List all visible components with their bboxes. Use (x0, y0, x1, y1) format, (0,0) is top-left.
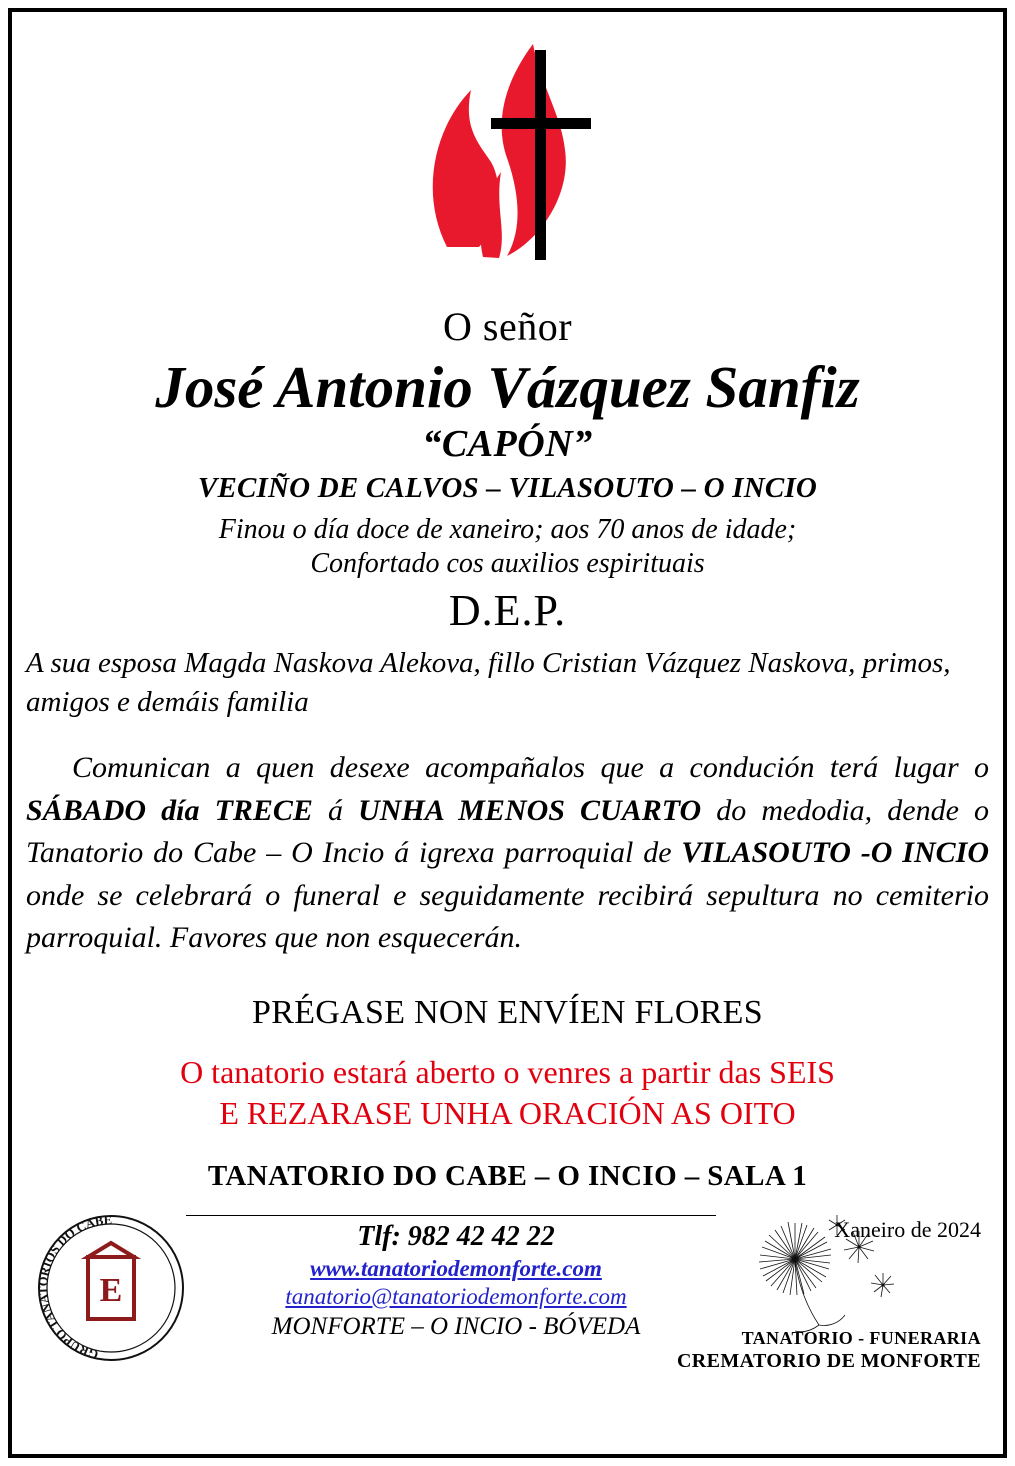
announcement-bold-time: UNHA MENOS CUARTO (358, 793, 702, 827)
death-details (219, 513, 797, 581)
phone-number: Tlf: 982 42 42 22 (357, 1220, 555, 1252)
svg-text:GRUPO TANATORIOS DO CABE: GRUPO TANATORIOS DO CABE (36, 1212, 113, 1362)
towns-line: MONFORTE – O INCIO - BÓVEDA (271, 1312, 641, 1340)
brand-line-2: CREMATORIO DE MONFORTE (676, 1349, 981, 1372)
svg-text:E: E (99, 1271, 123, 1309)
opening-hours-line1: O tanatorio estará aberto o venres a partir das SEIS (180, 1053, 835, 1090)
announcement-paragraph (26, 747, 989, 960)
family-list: A sua esposa Magda Naskova Alekova, fillo Cristian Vázquez Naskova, primos, amigos e demáis familia (26, 647, 951, 718)
announcement-part1: Comunican a quen desexe acompañalos que a condución terá lugar o (72, 750, 989, 784)
dep-text: D.E.P. (448, 586, 567, 636)
opening-hours-line2: E REZARASE UNHA ORACIÓN AS OITO (219, 1094, 796, 1131)
announcement-part3: do medodia, dende o Tanatorio do Cabe – O Incio á igrexa parroquial de (26, 793, 989, 870)
announcement-bold-parish: VILASOUTO -O INCIO (681, 836, 990, 870)
sacraments-line: Confortado cos auxilios espirituais (310, 548, 705, 580)
footer (26, 1205, 989, 1385)
venue-line: TANATORIO DO CABE – O INCIO – SALA 1 (207, 1159, 808, 1192)
contact-block (176, 1221, 736, 1341)
residence-line: VECIÑO DE CALVOS – VILASOUTO – O INCIO (197, 472, 818, 505)
deceased-nickname: “CAPÓN” (422, 423, 593, 466)
footer-divider (186, 1215, 716, 1216)
pretitle: O señor (442, 304, 573, 349)
brand-line-1: TANATORIO - FUNERARIA (741, 1327, 981, 1348)
grupo-tanatorios-seal-icon (36, 1213, 186, 1363)
opening-hours-notice (180, 1052, 835, 1134)
no-flowers-notice: PRÉGASE NON ENVÍEN FLORES (252, 993, 763, 1031)
announcement-part2: á (312, 793, 359, 827)
death-date-line: Finou o día doce de xaneiro; aos 70 anos de idade; (218, 514, 797, 546)
card-content (26, 20, 989, 1446)
announcement-part4: onde se celebrará o funeral e seguidamente recibirá sepultura no cemiterio parroquial. Favores que non esquecerán. (26, 878, 989, 955)
announcement-bold-day: SÁBADO día TRECE (26, 793, 313, 827)
website-link[interactable]: www.tanatoriodemonforte.com (310, 1255, 602, 1281)
flame-and-cross-icon (383, 32, 633, 292)
issue-date: Xaneiro de 2024 (834, 1216, 981, 1242)
deceased-name: José Antonio Vázquez Sanfiz (155, 354, 860, 420)
email-link[interactable]: tanatorio@tanatoriodemonforte.com (285, 1283, 627, 1309)
